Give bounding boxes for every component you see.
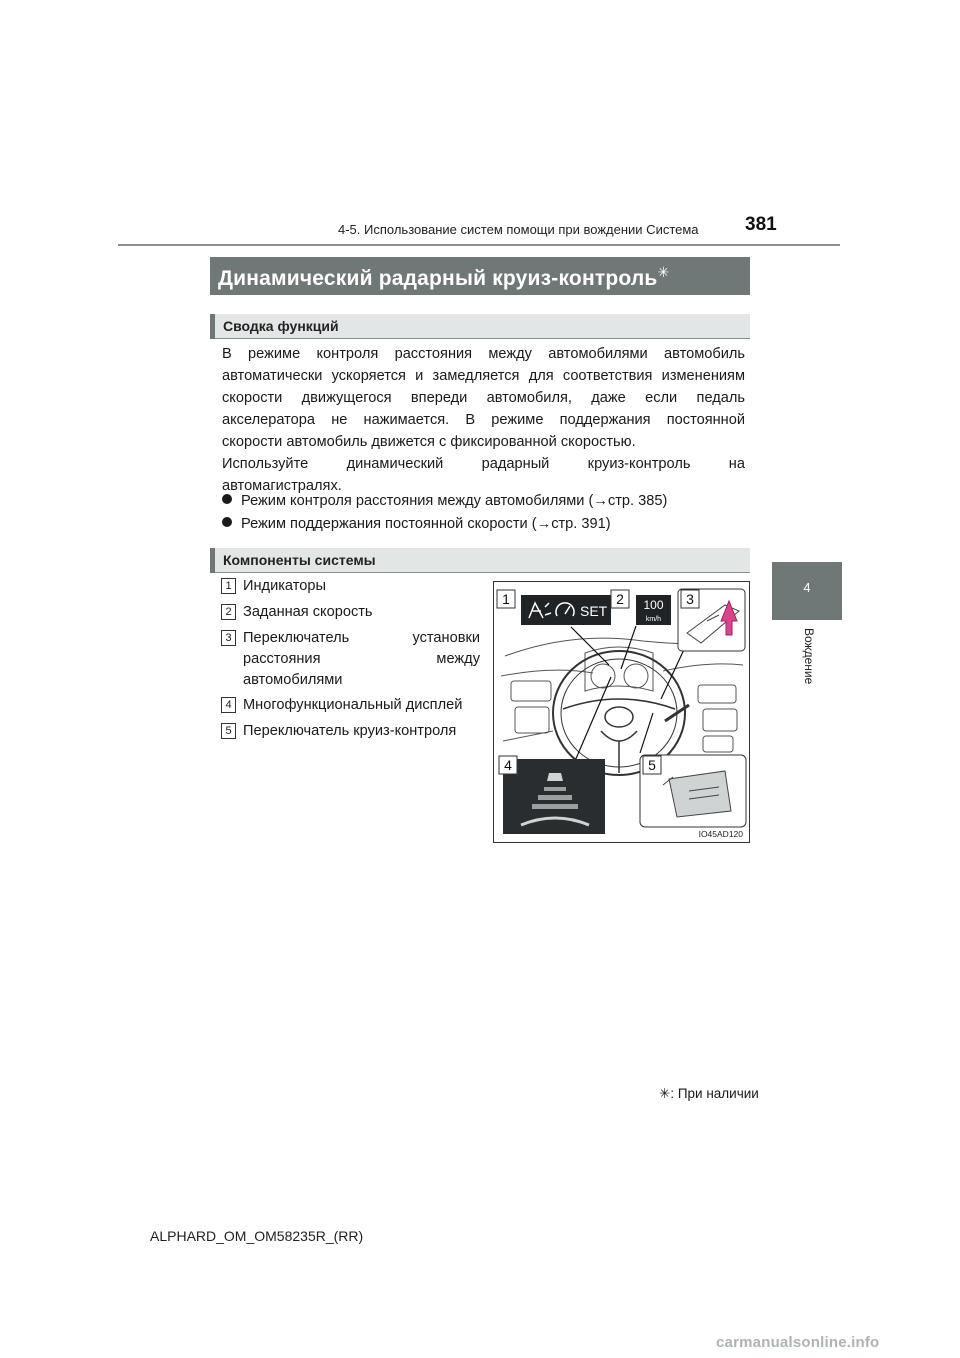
callout-1: 1: [502, 591, 510, 607]
section-title: [218, 264, 669, 291]
bullet-text: Режим контроля расстояния между автомобилями (→стр. 385): [241, 493, 668, 509]
section-title-text: Динамический радарный круиз-контроль: [218, 267, 658, 290]
components-heading-band: [210, 548, 750, 573]
heading-bar: [210, 314, 215, 339]
set-speed-unit: km/h: [645, 616, 662, 623]
callout-3: 3: [686, 591, 694, 607]
component-text-1: Индикаторы: [243, 578, 326, 594]
footnote: [659, 1086, 759, 1102]
component-text-3c: автомобилями: [243, 672, 343, 688]
chapter-label-vertical: [800, 628, 820, 698]
components-heading: Компоненты системы: [223, 552, 376, 568]
summary-line: автоматически ускоряется и замедляется для соответствия изменениям: [222, 368, 745, 384]
summary-line: скорости автомобиль движется с фиксированной скоростью.: [222, 434, 636, 450]
component-number-3: 3: [221, 630, 236, 646]
bullet-dot: [222, 517, 232, 527]
chapter-number: 4: [803, 580, 811, 595]
bullet-text: Режим поддержания постоянной скорости (→стр. 391): [241, 516, 611, 532]
summary-paragraph: [222, 343, 745, 497]
summary-heading-band: [210, 314, 750, 339]
component-text-2: Заданная скорость: [243, 604, 373, 620]
callout-4: 4: [504, 757, 512, 773]
set-speed-value: 100: [643, 598, 664, 612]
summary-line: Используйте динамический радарный круиз-контроль на: [222, 456, 745, 472]
bullet-dot: [222, 494, 232, 504]
bullet-item: [222, 493, 667, 509]
availability-marker: ✳: [657, 264, 670, 280]
component-number-2: 2: [221, 604, 236, 620]
footnote-marker: ✳: [659, 1086, 671, 1101]
footnote-text: : При наличии: [670, 1086, 759, 1101]
component-text-3b: расстояния между: [243, 651, 480, 667]
callout-2: 2: [616, 591, 624, 607]
figure-code: IO45AD120: [698, 829, 743, 839]
header-rule: [118, 244, 840, 246]
summary-line: акселератора не нажимается. В режиме поддержания постоянной: [222, 412, 745, 428]
summary-heading: Сводка функций: [223, 318, 339, 334]
component-text-4: Многофункциональный дисплей: [243, 697, 463, 713]
summary-line: В режиме контроля расстояния между автомобилями автомобиль: [222, 346, 745, 362]
component-text-5: Переключатель круиз-контроля: [243, 723, 457, 739]
summary-line: автомагистралях.: [222, 478, 342, 494]
summary-line: скорости движущегося впереди автомобиля, даже если педаль: [222, 390, 745, 406]
callout-5: 5: [648, 757, 656, 773]
component-number-4: 4: [221, 697, 236, 713]
heading-bar: [210, 548, 215, 573]
document-code: ALPHARD_OM_OM58235R_(RR): [150, 1228, 364, 1244]
component-text-3a: Переключатель установки: [243, 630, 480, 646]
component-number-5: 5: [221, 723, 236, 739]
running-header-section: 4-5. Использование систем помощи при вождении Система: [338, 222, 699, 237]
section-title-band: [210, 257, 750, 295]
watermark: carmanualsonline.info: [716, 1334, 880, 1351]
set-indicator: SET: [580, 603, 608, 619]
chapter-tab: [772, 562, 842, 620]
bullet-item: [222, 516, 611, 532]
component-number-1: 1: [221, 578, 236, 594]
chapter-label: Вождение: [802, 628, 816, 685]
page-number: 381: [745, 214, 777, 235]
cockpit-illustration: [493, 581, 750, 843]
